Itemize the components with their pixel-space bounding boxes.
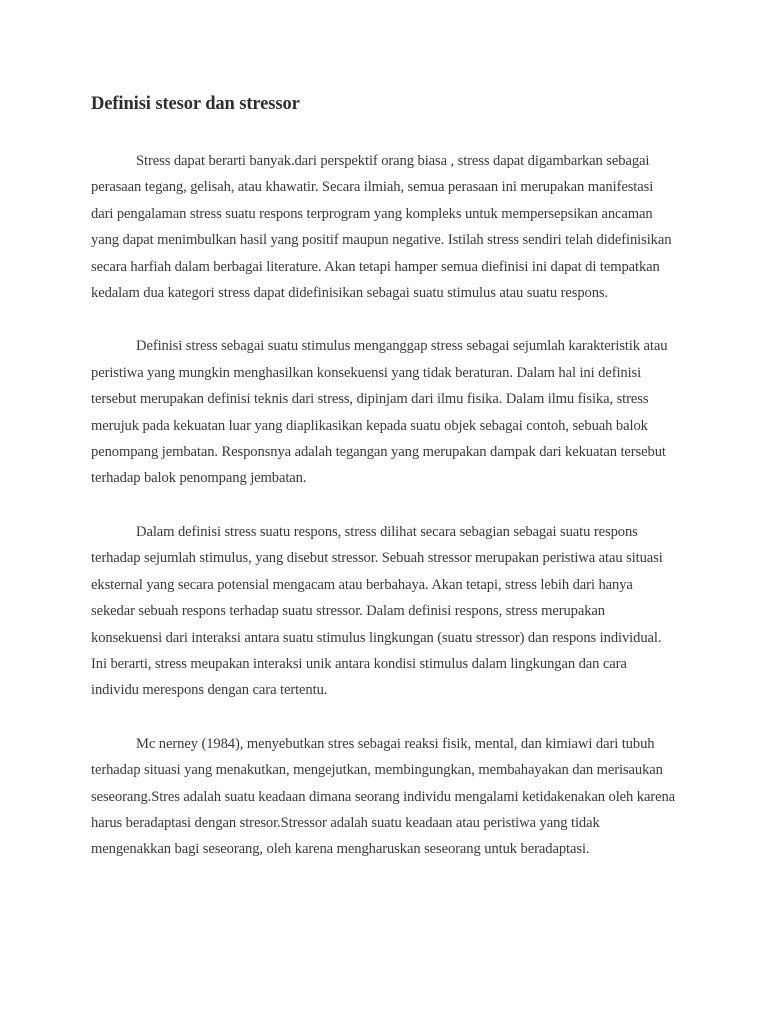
document-title: Definisi stesor dan stressor xyxy=(91,94,300,114)
paragraph-mc-nerney-definition: Mc nerney (1984), menyebutkan stres sebagai reaksi fisik, mental, dan kimiawi dari tubuh terhadap situasi yang menakutkan, mengejutkan, membingungkan, membahayakan dan merisaukan seseorang.Stres adalah suatu keadaan dimana seorang individu mengalami ketidakenakan oleh karena harus beradaptasi dengan stresor.Stressor adalah suatu keadaan atau peristiwa yang tidak mengenakkan bagi seseorang, oleh karena mengharuskan seseorang untuk beradaptasi. xyxy=(91,735,676,858)
paragraph-stress-definition: Stress dapat berarti banyak.dari perspektif orang biasa , stress dapat digambarkan sebagai perasaan tegang, gelisah, atau khawatir. Secara ilmiah, semua perasaan ini merupakan manifestasi dari pengalaman stress suatu respons terprogram yang kompleks untuk mempersepsikan ancaman yang dapat menimbulkan hasil yang positif maupun negative. Istilah stress sendiri telah didefinisikan secara harfiah dalam berbagai literature. Akan tetapi hamper semua diefinisi ini dapat di tempatkan kedalam dua kategori stress dapat didefinisikan sebagai suatu stimulus atau suatu respons. xyxy=(91,153,672,302)
paragraph-stress-as-response: Dalam definisi stress suatu respons, stress dilihat secara sebagian sebagai suatu respons terhadap sejumlah stimulus, yang disebut stressor. Sebuah stressor merupakan peristiwa atau situasi eksternal yang secara potensial mengacam atau berbahaya. Akan tetapi, stress lebih dari hanya sekedar sebuah respons terhadap suatu stressor. Dalam definisi respons, stress merupakan konsekuensi dari interaksi antara suatu stimulus lingkungan (suatu stressor) dan respons individual. Ini berarti, stress meupakan interaksi unik antara kondisi stimulus dalam lingkungan dan cara individu merespons dengan cara tertentu. xyxy=(91,523,663,699)
document-body xyxy=(91,90,677,863)
paragraph-stress-as-stimulus: Definisi stress sebagai suatu stimulus menganggap stress sebagai sejumlah karakteristik atau peristiwa yang mungkin menghasilkan konsekuensi yang tidak beraturan. Dalam hal ini definisi tersebut merupakan definisi teknis dari stress, dipinjam dari ilmu fisika. Dalam ilmu fisika, stress merujuk pada kekuatan luar yang diaplikasikan kepada suatu objek sebagai contoh, sebuah balok penompang jembatan. Responsnya adalah tegangan yang merupakan dampak dari kekuatan tersebut terhadap balok penompang jembatan. xyxy=(91,338,668,487)
